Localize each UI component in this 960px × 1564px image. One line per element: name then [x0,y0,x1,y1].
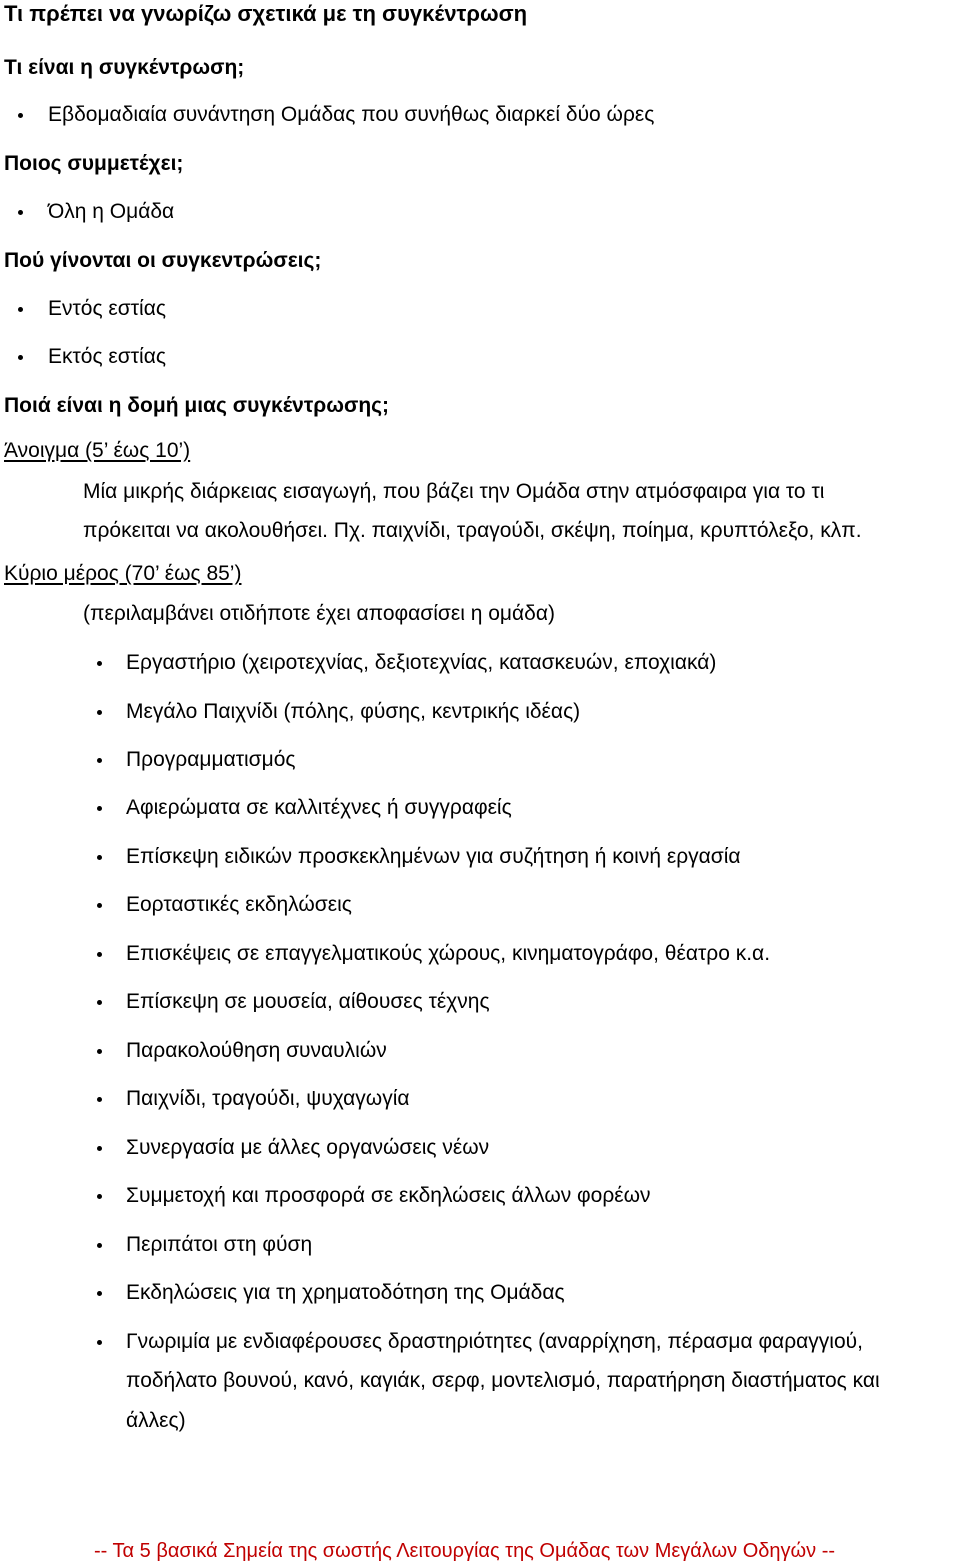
bullet-icon [97,903,102,908]
bullet-icon [18,113,23,118]
opening-description-line: πρόκειται να ακολουθήσει. Πχ. παιχνίδι, τραγούδι, σκέψη, ποίημα, κρυπτόλεξο, κλπ. [83,519,862,542]
list-item: Γνωριμία με ενδιαφέρουσες δραστηριότητες (αναρρίχηση, πέρασμα φαραγγιού, [126,1330,863,1353]
bullet-icon [97,1291,102,1296]
list-item: Εκτός εστίας [48,345,166,368]
opening-description-line: Μία μικρής διάρκειας εισαγωγή, που βάζει την Ομάδα στην ατμόσφαιρα για το τι [83,480,825,503]
bullet-icon [97,1243,102,1248]
bullet-icon [97,806,102,811]
bullet-icon [97,1194,102,1199]
list-item: Εβδομαδιαία συνάντηση Ομάδας που συνήθως διαρκεί δύο ώρες [48,103,655,126]
list-item: Αφιερώματα σε καλλιτέχνες ή συγγραφείς [126,796,512,819]
list-item: Επίσκεψη ειδικών προσκεκλημένων για συζήτηση ή κοινή εργασία [126,845,741,868]
bullet-icon [18,210,23,215]
question-heading: Ποιος συμμετέχει; [4,152,184,175]
question-heading: Ποιά είναι η δομή μιας συγκέντρωσης; [4,394,390,417]
section-label-main: Κύριο μέρος (70’ έως 85’) [4,562,242,585]
list-item: Εργαστήριο (χειροτεχνίας, δεξιοτεχνίας, κατασκευών, εποχιακά) [126,651,717,674]
bullet-icon [97,758,102,763]
page-title: Τι πρέπει να γνωρίζω σχετικά με τη συγκέντρωση [4,1,528,26]
bullet-icon [18,355,23,360]
bullet-icon [97,1340,102,1345]
bullet-icon [97,855,102,860]
list-item-continuation: άλλες) [126,1409,186,1432]
list-item: Περιπάτοι στη φύση [126,1233,313,1256]
list-item: Προγραμματισμός [126,748,296,771]
bullet-icon [18,307,23,312]
bullet-icon [97,1146,102,1151]
main-intro: (περιλαμβάνει οτιδήποτε έχει αποφασίσει η ομάδα) [83,602,555,625]
list-item: Συμμετοχή και προσφορά σε εκδηλώσεις άλλων φορέων [126,1184,651,1207]
list-item: Παρακολούθηση συναυλιών [126,1039,387,1062]
list-item: Εντός εστίας [48,297,166,320]
list-item-continuation: ποδήλατο βουνού, κανό, καγιάκ, σερφ, μοντελισμό, παρατήρηση διαστήματος και [126,1369,880,1392]
list-item: Επισκέψεις σε επαγγελματικούς χώρους, κινηματογράφο, θέατρο κ.α. [126,942,771,965]
list-item: Επίσκεψη σε μουσεία, αίθουσες τέχνης [126,990,490,1013]
question-heading: Πού γίνονται οι συγκεντρώσεις; [4,249,322,272]
bullet-icon [97,952,102,957]
section-label-opening: Άνοιγμα (5’ έως 10’) [4,439,191,462]
question-heading: Τι είναι η συγκέντρωση; [4,56,245,79]
list-item: Συνεργασία με άλλες οργανώσεις νέων [126,1136,490,1159]
bullet-icon [97,1000,102,1005]
page-footer: -- Τα 5 βασικά Σημεία της σωστής Λειτουργίας της Ομάδας των Μεγάλων Οδηγών -- [94,1540,836,1562]
bullet-icon [97,1097,102,1102]
list-item: Όλη η Ομάδα [48,200,175,223]
list-item: Εορταστικές εκδηλώσεις [126,893,352,916]
list-item: Παιχνίδι, τραγούδι, ψυχαγωγία [126,1087,410,1110]
bullet-icon [97,1049,102,1054]
bullet-icon [97,710,102,715]
list-item: Εκδηλώσεις για τη χρηματοδότηση της Ομάδας [126,1281,565,1304]
bullet-icon [97,661,102,666]
list-item: Μεγάλο Παιχνίδι (πόλης, φύσης, κεντρικής ιδέας) [126,700,581,723]
